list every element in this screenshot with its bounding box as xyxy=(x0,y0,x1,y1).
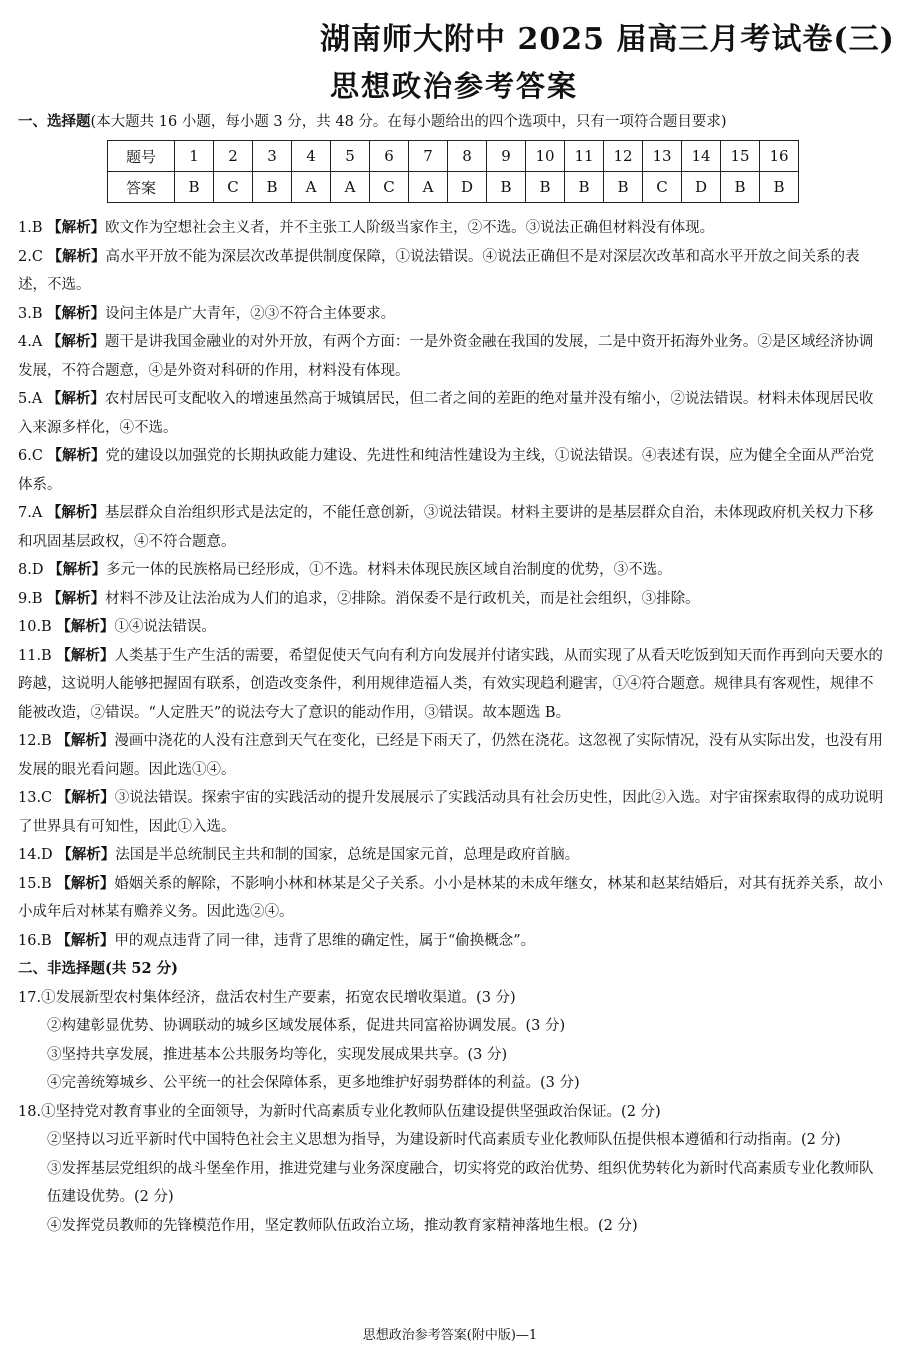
explanation-item xyxy=(18,442,884,499)
explanation-text: 欧文作为空想社会主义者，并不主张工人阶级当家作主，②不选。③说法正确但材料没有体现。 xyxy=(105,220,715,236)
explanation-text: 材料不涉及让法治成为人们的追求，②排除。消保委不是行政机关，而是社会组织，③排除。 xyxy=(105,590,700,607)
explanation-tag: 【解析】 xyxy=(46,333,105,350)
explanation-text: 设问主体是广大青年，②③不符合主体要求。 xyxy=(105,305,396,322)
explanation-tag: 【解析】 xyxy=(56,789,115,806)
question-number-cell: 6 xyxy=(370,141,409,172)
explanation-text: 农村居民可支配收入的增速虽然高于城镇居民，但二者之间的差距的绝对量并没有缩小，②说法错误。材料未体现居民收入来源多样化，④不选。 xyxy=(18,391,874,436)
explanation-number: 8.D xyxy=(18,562,44,578)
explanation-text: ③说法错误。探索宇宙的实践活动的提升发展展示了实践活动具有社会历史性，因此②入选。对宇宙探索取得的成功说明了世界具有可知性，因此①入选。 xyxy=(18,790,884,835)
explanation-item xyxy=(18,243,884,300)
number-row-label: 题号 xyxy=(108,141,175,172)
explanation-item xyxy=(18,385,884,442)
answer-cell: C xyxy=(214,172,253,203)
explanation-tag: 【解析】 xyxy=(56,931,115,949)
explanation-tag: 【解析】 xyxy=(47,447,106,464)
explanation-number: 10.B xyxy=(18,619,52,635)
explanation-item xyxy=(18,300,884,329)
q18-point: ④发挥党员教师的先锋模范作用，坚定教师队伍政治立场，推动教育家精神落地生根。(2 分) xyxy=(47,1217,638,1234)
explanation-item xyxy=(18,927,884,956)
q18-point: ③发挥基层党组织的战斗堡垒作用，推进党建与业务深度融合，切实将党的政治优势、组织优势转化为新时代高素质专业化教师队伍建设优势。(2 分) xyxy=(47,1160,874,1205)
q17-number: 17. xyxy=(18,989,42,1006)
answer-cell: A xyxy=(292,172,331,203)
question-number-cell: 7 xyxy=(409,141,448,172)
explanation-number: 3.B xyxy=(18,305,43,322)
explanation-number: 13.C xyxy=(18,790,53,806)
answer-cell: B xyxy=(526,172,565,203)
question-number-cell: 12 xyxy=(604,141,643,172)
q17-point: ③坚持共享发展，推进基本公共服务均等化，实现发展成果共享。(3 分) xyxy=(47,1046,508,1063)
q18-point-text: ①坚持党对教育事业的全面领导，为新时代高素质专业化教师队伍建设提供坚强政治保证。(2 分) xyxy=(41,1103,661,1120)
explanation-tag: 【解析】 xyxy=(47,219,106,236)
question-number-cell: 15 xyxy=(721,141,760,172)
question-number-cell: 1 xyxy=(175,141,214,172)
explanation-tag: 【解析】 xyxy=(48,561,107,578)
explanation-tag: 【解析】 xyxy=(46,504,105,521)
explanation-number: 1.B xyxy=(18,220,43,236)
explanation-tag: 【解析】 xyxy=(47,589,106,607)
page-footer: 思想政治参考答案(附中版)—1 xyxy=(362,1328,538,1343)
question-number-cell: 10 xyxy=(526,141,565,172)
explanation-item xyxy=(18,214,884,243)
explanation-number: 16.B xyxy=(18,932,52,949)
section2-heading: 二、非选择题(共 52 分) xyxy=(18,960,178,977)
explanation-text: 婚姻关系的解除，不影响小林和林某是父子关系。小小是林某的未成年继女，林某和赵某结婚后，对其有抚养关系，故小小成年后对林某有赡养义务。因此选②④。 xyxy=(18,875,883,920)
section1-title: 一、选择题 xyxy=(18,113,91,130)
explanation-item xyxy=(18,642,884,728)
question-number-cell: 16 xyxy=(760,141,799,172)
explanation-number: 9.B xyxy=(18,590,43,607)
answer-items xyxy=(18,214,884,1240)
explanation-text: 多元一体的民族格局已经形成，①不选。材料未体现民族区域自治制度的优势，③不选。 xyxy=(106,562,672,578)
answer-table xyxy=(107,140,799,203)
explanation-item xyxy=(18,784,884,841)
q17-point: ④完善统筹城乡、公平统一的社会保障体系，更多地维护好弱势群体的利益。(3 分) xyxy=(47,1075,580,1091)
explanation-tag: 【解析】 xyxy=(56,732,115,749)
explanation-item xyxy=(18,727,884,784)
answer-cell: B xyxy=(253,172,292,203)
answer-cell: B xyxy=(721,172,760,203)
question-number-cell: 13 xyxy=(643,141,682,172)
explanation-item xyxy=(18,328,884,385)
answer-cell: B xyxy=(760,172,799,203)
explanation-text: 法国是半总统制民主共和制的国家，总统是国家元首，总理是政府首脑。 xyxy=(115,847,580,863)
explanation-text: 题干是讲我国金融业的对外开放，有两个方面：一是外资金融在我国的发展，二是中资开拓海外业务。②是区域经济协调发展，不符合题意，④是外资对科研的作用，材料没有体现。 xyxy=(18,334,874,379)
explanation-item xyxy=(18,556,884,585)
explanation-tag: 【解析】 xyxy=(47,247,106,265)
explanation-number: 6.C xyxy=(18,448,43,464)
question-number-cell: 8 xyxy=(448,141,487,172)
answer-cell: B xyxy=(604,172,643,203)
question-number-cell: 3 xyxy=(253,141,292,172)
explanation-number: 14.D xyxy=(18,847,53,863)
answer-cell: C xyxy=(643,172,682,203)
q18-point: ②坚持以习近平新时代中国特色社会主义思想为指导，为建设新时代高素质专业化教师队伍提供根本遵循和行动指南。(2 分) xyxy=(47,1132,841,1148)
explanation-number: 4.A xyxy=(18,334,43,350)
section1-desc: (本大题共 16 小题，每小题 3 分，共 48 分。在每小题给出的四个选项中，只有一项符合题目要求) xyxy=(90,114,727,130)
explanation-number: 11.B xyxy=(18,647,52,664)
explanation-item xyxy=(18,499,884,556)
explanation-number: 5.A xyxy=(18,391,43,407)
question-number-cell: 5 xyxy=(331,141,370,172)
explanation-text: 漫画中浇花的人没有注意到天气在变化，已经是下雨天了，仍然在浇花。这忽视了实际情况，没有从实际出发，也没有用发展的眼光看问题。因此选①④。 xyxy=(18,733,883,778)
explanation-item xyxy=(18,585,884,614)
explanation-number: 7.A xyxy=(18,505,43,521)
page-title: 湖南师大附中 2025 届高三月考试卷(三) xyxy=(320,22,895,57)
explanation-number: 12.B xyxy=(18,733,52,749)
question-number-cell: 14 xyxy=(682,141,721,172)
explanation-tag: 【解析】 xyxy=(46,390,105,407)
page-subtitle: 思想政治参考答案 xyxy=(330,69,579,103)
answer-cell: A xyxy=(409,172,448,203)
explanation-tag: 【解析】 xyxy=(56,646,115,664)
question-number-cell: 4 xyxy=(292,141,331,172)
explanation-text: 人类基于生产生活的需要，希望促使天气向有利方向发展并付诸实践，从而实现了从看天吃饭到知天而作再到向天要水的跨越，这说明人能够把握固有联系，创造改变条件，利用规律造福人类，有效实现趋利避害，①④符合题意。规律具有客观性，规律不能被改造，②错误。“人定胜天”的说法夸大了意识的能动作用，③错误。故本题选 B。 xyxy=(18,647,883,721)
question-number-cell: 2 xyxy=(214,141,253,172)
answer-cell: C xyxy=(370,172,409,203)
q17-point xyxy=(18,984,884,1013)
explanation-tag: 【解析】 xyxy=(47,304,106,322)
explanation-tag: 【解析】 xyxy=(56,874,115,892)
answer-row-label: 答案 xyxy=(108,172,175,203)
explanation-text: ①④说法错误。 xyxy=(114,619,216,635)
answer-table-number-row xyxy=(108,141,799,172)
answer-cell: D xyxy=(448,172,487,203)
explanation-text: 甲的观点违背了同一律，违背了思维的确定性，属于“偷换概念”。 xyxy=(114,932,536,949)
answer-cell: D xyxy=(682,172,721,203)
answer-cell: B xyxy=(565,172,604,203)
explanation-item xyxy=(18,841,884,870)
explanation-text: 高水平开放不能为深层次改革提供制度保障，①说法错误。④说法正确但不是对深层次改革和高水平开放之间关系的表述，不选。 xyxy=(18,248,860,293)
answer-cell: B xyxy=(175,172,214,203)
explanation-text: 基层群众自治组织形式是法定的，不能任意创新，③说法错误。材料主要讲的是基层群众自治，未体现政府机关权力下移和巩固基层政权，④不符合题意。 xyxy=(18,505,874,550)
answer-cell: A xyxy=(331,172,370,203)
q18-point xyxy=(18,1098,884,1127)
explanation-item xyxy=(18,613,884,642)
explanation-tag: 【解析】 xyxy=(57,846,116,863)
explanation-text: 党的建设以加强党的长期执政能力建设、先进性和纯洁性建设为主线，①说法错误。④表述有误，应为健全全面从严治党体系。 xyxy=(18,448,875,493)
q18-number: 18. xyxy=(18,1103,42,1120)
section1-heading xyxy=(18,110,888,131)
question-number-cell: 11 xyxy=(565,141,604,172)
answer-table-answer-row xyxy=(108,172,799,203)
explanation-tag: 【解析】 xyxy=(56,618,115,635)
q17-point: ②构建彰显优势、协调联动的城乡区域发展体系，促进共同富裕协调发展。(3 分) xyxy=(47,1018,566,1034)
explanation-item xyxy=(18,870,884,927)
answer-cell: B xyxy=(487,172,526,203)
q17-point-text: ①发展新型农村集体经济，盘活农村生产要素，拓宽农民增收渠道。(3 分) xyxy=(41,989,516,1006)
explanation-number: 15.B xyxy=(18,875,52,892)
explanation-number: 2.C xyxy=(18,248,43,265)
question-number-cell: 9 xyxy=(487,141,526,172)
